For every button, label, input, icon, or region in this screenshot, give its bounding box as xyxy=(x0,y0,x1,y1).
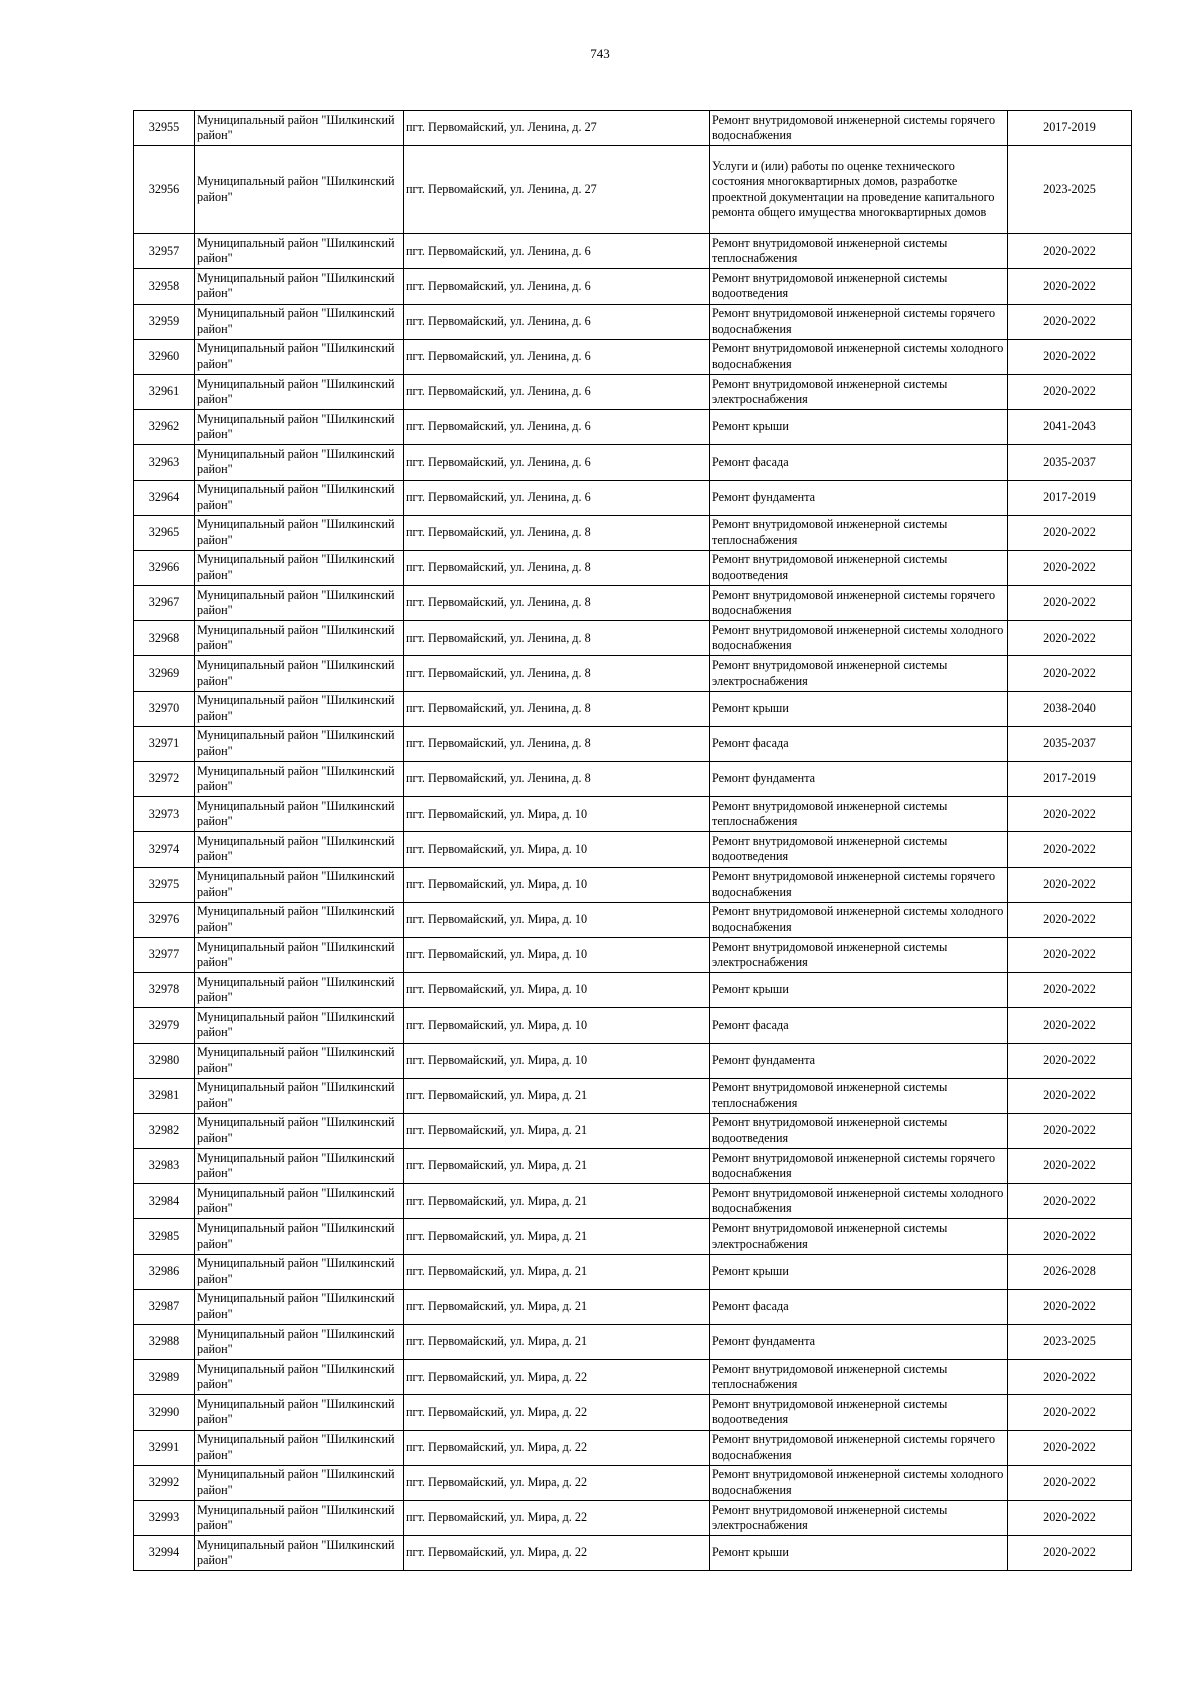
municipality-cell: Муниципальный район "Шилкинский район" xyxy=(195,304,404,339)
period-cell: 2020-2022 xyxy=(1008,1536,1132,1571)
row-id-cell: 32991 xyxy=(134,1430,195,1465)
municipality-cell: Муниципальный район "Шилкинский район" xyxy=(195,234,404,269)
period-cell: 2023-2025 xyxy=(1008,146,1132,234)
work-type-cell: Ремонт внутридомовой инженерной системы водоотведения xyxy=(710,832,1008,867)
address-cell: пгт. Первомайский, ул. Мира, д. 10 xyxy=(404,1008,710,1043)
period-cell: 2038-2040 xyxy=(1008,691,1132,726)
work-type-cell: Ремонт внутридомовой инженерной системы горячего водоснабжения xyxy=(710,111,1008,146)
address-cell: пгт. Первомайский, ул. Мира, д. 10 xyxy=(404,973,710,1008)
municipality-cell: Муниципальный район "Шилкинский район" xyxy=(195,762,404,797)
row-id-cell: 32989 xyxy=(134,1360,195,1395)
table-row xyxy=(134,1254,1132,1289)
municipality-cell: Муниципальный район "Шилкинский район" xyxy=(195,832,404,867)
work-type-cell: Ремонт крыши xyxy=(710,691,1008,726)
work-type-cell: Ремонт фасада xyxy=(710,445,1008,480)
address-cell: пгт. Первомайский, ул. Ленина, д. 8 xyxy=(404,691,710,726)
municipality-cell: Муниципальный район "Шилкинский район" xyxy=(195,1289,404,1324)
table-row xyxy=(134,691,1132,726)
work-type-cell: Ремонт внутридомовой инженерной системы теплоснабжения xyxy=(710,1360,1008,1395)
municipality-cell: Муниципальный район "Шилкинский район" xyxy=(195,146,404,234)
row-id-cell: 32963 xyxy=(134,445,195,480)
municipality-cell: Муниципальный район "Шилкинский район" xyxy=(195,515,404,550)
municipality-cell: Муниципальный район "Шилкинский район" xyxy=(195,1465,404,1500)
row-id-cell: 32979 xyxy=(134,1008,195,1043)
row-id-cell: 32974 xyxy=(134,832,195,867)
work-type-cell: Ремонт внутридомовой инженерной системы электроснабжения xyxy=(710,1219,1008,1254)
period-cell: 2020-2022 xyxy=(1008,1043,1132,1078)
work-type-cell: Ремонт крыши xyxy=(710,410,1008,445)
municipality-cell: Муниципальный район "Шилкинский район" xyxy=(195,1254,404,1289)
row-id-cell: 32958 xyxy=(134,269,195,304)
table-row xyxy=(134,1113,1132,1148)
address-cell: пгт. Первомайский, ул. Ленина, д. 6 xyxy=(404,339,710,374)
table-row xyxy=(134,1465,1132,1500)
municipality-cell: Муниципальный район "Шилкинский район" xyxy=(195,1043,404,1078)
table-body xyxy=(134,111,1132,1571)
municipality-cell: Муниципальный район "Шилкинский район" xyxy=(195,1184,404,1219)
address-cell: пгт. Первомайский, ул. Ленина, д. 6 xyxy=(404,234,710,269)
municipality-cell: Муниципальный район "Шилкинский район" xyxy=(195,937,404,972)
address-cell: пгт. Первомайский, ул. Мира, д. 22 xyxy=(404,1360,710,1395)
table-row xyxy=(134,762,1132,797)
address-cell: пгт. Первомайский, ул. Мира, д. 10 xyxy=(404,937,710,972)
table-row xyxy=(134,832,1132,867)
address-cell: пгт. Первомайский, ул. Мира, д. 21 xyxy=(404,1289,710,1324)
work-type-cell: Ремонт внутридомовой инженерной системы электроснабжения xyxy=(710,937,1008,972)
repair-schedule-table xyxy=(133,110,1132,1571)
work-type-cell: Ремонт фасада xyxy=(710,1008,1008,1043)
address-cell: пгт. Первомайский, ул. Мира, д. 22 xyxy=(404,1465,710,1500)
row-id-cell: 32977 xyxy=(134,937,195,972)
address-cell: пгт. Первомайский, ул. Мира, д. 21 xyxy=(404,1254,710,1289)
period-cell: 2020-2022 xyxy=(1008,1500,1132,1535)
municipality-cell: Муниципальный район "Шилкинский район" xyxy=(195,1008,404,1043)
address-cell: пгт. Первомайский, ул. Ленина, д. 6 xyxy=(404,480,710,515)
table-row xyxy=(134,797,1132,832)
work-type-cell: Ремонт внутридомовой инженерной системы теплоснабжения xyxy=(710,515,1008,550)
period-cell: 2020-2022 xyxy=(1008,374,1132,409)
period-cell: 2041-2043 xyxy=(1008,410,1132,445)
table-row xyxy=(134,480,1132,515)
period-cell: 2020-2022 xyxy=(1008,1008,1132,1043)
table-row xyxy=(134,234,1132,269)
address-cell: пгт. Первомайский, ул. Ленина, д. 8 xyxy=(404,515,710,550)
work-type-cell: Ремонт фундамента xyxy=(710,480,1008,515)
period-cell: 2020-2022 xyxy=(1008,1078,1132,1113)
table-row xyxy=(134,374,1132,409)
work-type-cell: Ремонт внутридомовой инженерной системы электроснабжения xyxy=(710,374,1008,409)
table-row xyxy=(134,1149,1132,1184)
period-cell: 2023-2025 xyxy=(1008,1325,1132,1360)
period-cell: 2017-2019 xyxy=(1008,480,1132,515)
address-cell: пгт. Первомайский, ул. Ленина, д. 6 xyxy=(404,269,710,304)
work-type-cell: Ремонт фасада xyxy=(710,1289,1008,1324)
period-cell: 2020-2022 xyxy=(1008,550,1132,585)
address-cell: пгт. Первомайский, ул. Ленина, д. 6 xyxy=(404,445,710,480)
address-cell: пгт. Первомайский, ул. Мира, д. 10 xyxy=(404,902,710,937)
work-type-cell: Ремонт внутридомовой инженерной системы холодного водоснабжения xyxy=(710,1184,1008,1219)
table-row xyxy=(134,111,1132,146)
period-cell: 2020-2022 xyxy=(1008,867,1132,902)
address-cell: пгт. Первомайский, ул. Мира, д. 21 xyxy=(404,1325,710,1360)
table-row xyxy=(134,515,1132,550)
row-id-cell: 32975 xyxy=(134,867,195,902)
address-cell: пгт. Первомайский, ул. Ленина, д. 8 xyxy=(404,621,710,656)
row-id-cell: 32956 xyxy=(134,146,195,234)
municipality-cell: Муниципальный район "Шилкинский район" xyxy=(195,1430,404,1465)
period-cell: 2020-2022 xyxy=(1008,1219,1132,1254)
period-cell: 2020-2022 xyxy=(1008,621,1132,656)
address-cell: пгт. Первомайский, ул. Ленина, д. 8 xyxy=(404,586,710,621)
work-type-cell: Ремонт крыши xyxy=(710,1536,1008,1571)
municipality-cell: Муниципальный район "Шилкинский район" xyxy=(195,445,404,480)
row-id-cell: 32992 xyxy=(134,1465,195,1500)
period-cell: 2020-2022 xyxy=(1008,797,1132,832)
period-cell: 2020-2022 xyxy=(1008,973,1132,1008)
period-cell: 2020-2022 xyxy=(1008,269,1132,304)
row-id-cell: 32971 xyxy=(134,726,195,761)
work-type-cell: Ремонт внутридомовой инженерной системы горячего водоснабжения xyxy=(710,867,1008,902)
address-cell: пгт. Первомайский, ул. Мира, д. 21 xyxy=(404,1184,710,1219)
address-cell: пгт. Первомайский, ул. Ленина, д. 27 xyxy=(404,146,710,234)
work-type-cell: Ремонт внутридомовой инженерной системы холодного водоснабжения xyxy=(710,1465,1008,1500)
work-type-cell: Ремонт крыши xyxy=(710,973,1008,1008)
table-row xyxy=(134,902,1132,937)
municipality-cell: Муниципальный район "Шилкинский район" xyxy=(195,1078,404,1113)
address-cell: пгт. Первомайский, ул. Мира, д. 22 xyxy=(404,1430,710,1465)
table-row xyxy=(134,1008,1132,1043)
municipality-cell: Муниципальный район "Шилкинский район" xyxy=(195,1219,404,1254)
work-type-cell: Ремонт внутридомовой инженерной системы холодного водоснабжения xyxy=(710,902,1008,937)
table-row xyxy=(134,550,1132,585)
row-id-cell: 32986 xyxy=(134,1254,195,1289)
address-cell: пгт. Первомайский, ул. Ленина, д. 6 xyxy=(404,304,710,339)
municipality-cell: Муниципальный район "Шилкинский район" xyxy=(195,550,404,585)
table-row xyxy=(134,1289,1132,1324)
work-type-cell: Ремонт внутридомовой инженерной системы горячего водоснабжения xyxy=(710,586,1008,621)
period-cell: 2020-2022 xyxy=(1008,586,1132,621)
address-cell: пгт. Первомайский, ул. Мира, д. 22 xyxy=(404,1500,710,1535)
row-id-cell: 32966 xyxy=(134,550,195,585)
address-cell: пгт. Первомайский, ул. Мира, д. 10 xyxy=(404,832,710,867)
row-id-cell: 32962 xyxy=(134,410,195,445)
row-id-cell: 32985 xyxy=(134,1219,195,1254)
row-id-cell: 32976 xyxy=(134,902,195,937)
row-id-cell: 32972 xyxy=(134,762,195,797)
period-cell: 2020-2022 xyxy=(1008,1149,1132,1184)
work-type-cell: Ремонт внутридомовой инженерной системы водоотведения xyxy=(710,550,1008,585)
work-type-cell: Ремонт внутридомовой инженерной системы горячего водоснабжения xyxy=(710,1149,1008,1184)
table-row xyxy=(134,726,1132,761)
table-row xyxy=(134,1325,1132,1360)
address-cell: пгт. Первомайский, ул. Ленина, д. 8 xyxy=(404,550,710,585)
table-row xyxy=(134,1536,1132,1571)
table-row xyxy=(134,621,1132,656)
work-type-cell: Ремонт фасада xyxy=(710,726,1008,761)
address-cell: пгт. Первомайский, ул. Ленина, д. 8 xyxy=(404,726,710,761)
table-row xyxy=(134,1184,1132,1219)
work-type-cell: Ремонт внутридомовой инженерной системы водоотведения xyxy=(710,269,1008,304)
row-id-cell: 32959 xyxy=(134,304,195,339)
row-id-cell: 32957 xyxy=(134,234,195,269)
period-cell: 2035-2037 xyxy=(1008,726,1132,761)
period-cell: 2020-2022 xyxy=(1008,1184,1132,1219)
row-id-cell: 32982 xyxy=(134,1113,195,1148)
municipality-cell: Муниципальный район "Шилкинский район" xyxy=(195,269,404,304)
address-cell: пгт. Первомайский, ул. Мира, д. 21 xyxy=(404,1078,710,1113)
work-type-cell: Ремонт внутридомовой инженерной системы горячего водоснабжения xyxy=(710,304,1008,339)
row-id-cell: 32978 xyxy=(134,973,195,1008)
table-row xyxy=(134,304,1132,339)
address-cell: пгт. Первомайский, ул. Мира, д. 10 xyxy=(404,1043,710,1078)
period-cell: 2020-2022 xyxy=(1008,656,1132,691)
period-cell: 2020-2022 xyxy=(1008,1395,1132,1430)
work-type-cell: Ремонт внутридомовой инженерной системы водоотведения xyxy=(710,1395,1008,1430)
row-id-cell: 32969 xyxy=(134,656,195,691)
address-cell: пгт. Первомайский, ул. Ленина, д. 8 xyxy=(404,762,710,797)
address-cell: пгт. Первомайский, ул. Мира, д. 10 xyxy=(404,867,710,902)
municipality-cell: Муниципальный район "Шилкинский район" xyxy=(195,797,404,832)
municipality-cell: Муниципальный район "Шилкинский район" xyxy=(195,1395,404,1430)
table-row xyxy=(134,445,1132,480)
table-row xyxy=(134,146,1132,234)
period-cell: 2020-2022 xyxy=(1008,304,1132,339)
period-cell: 2035-2037 xyxy=(1008,445,1132,480)
table-row xyxy=(134,410,1132,445)
period-cell: 2020-2022 xyxy=(1008,515,1132,550)
work-type-cell: Услуги и (или) работы по оценке технического состояния многоквартирных домов, разработке проектной документации на проведение капитального ремонта общего имущества многоквартирных домов xyxy=(710,146,1008,234)
municipality-cell: Муниципальный район "Шилкинский район" xyxy=(195,586,404,621)
municipality-cell: Муниципальный район "Шилкинский район" xyxy=(195,867,404,902)
row-id-cell: 32961 xyxy=(134,374,195,409)
municipality-cell: Муниципальный район "Шилкинский район" xyxy=(195,410,404,445)
address-cell: пгт. Первомайский, ул. Мира, д. 22 xyxy=(404,1395,710,1430)
row-id-cell: 32990 xyxy=(134,1395,195,1430)
municipality-cell: Муниципальный район "Шилкинский район" xyxy=(195,1325,404,1360)
address-cell: пгт. Первомайский, ул. Ленина, д. 6 xyxy=(404,410,710,445)
municipality-cell: Муниципальный район "Шилкинский район" xyxy=(195,480,404,515)
municipality-cell: Муниципальный район "Шилкинский район" xyxy=(195,339,404,374)
period-cell: 2020-2022 xyxy=(1008,1465,1132,1500)
municipality-cell: Муниципальный район "Шилкинский район" xyxy=(195,902,404,937)
work-type-cell: Ремонт внутридомовой инженерной системы холодного водоснабжения xyxy=(710,339,1008,374)
work-type-cell: Ремонт фундамента xyxy=(710,762,1008,797)
table-row xyxy=(134,269,1132,304)
table-row xyxy=(134,1500,1132,1535)
row-id-cell: 32965 xyxy=(134,515,195,550)
address-cell: пгт. Первомайский, ул. Мира, д. 10 xyxy=(404,797,710,832)
period-cell: 2017-2019 xyxy=(1008,762,1132,797)
address-cell: пгт. Первомайский, ул. Мира, д. 21 xyxy=(404,1113,710,1148)
municipality-cell: Муниципальный район "Шилкинский район" xyxy=(195,1113,404,1148)
work-type-cell: Ремонт внутридомовой инженерной системы теплоснабжения xyxy=(710,234,1008,269)
table-row xyxy=(134,1078,1132,1113)
table-row xyxy=(134,937,1132,972)
work-type-cell: Ремонт фундамента xyxy=(710,1043,1008,1078)
work-type-cell: Ремонт внутридомовой инженерной системы холодного водоснабжения xyxy=(710,621,1008,656)
row-id-cell: 32988 xyxy=(134,1325,195,1360)
table-row xyxy=(134,656,1132,691)
municipality-cell: Муниципальный район "Шилкинский район" xyxy=(195,726,404,761)
municipality-cell: Муниципальный район "Шилкинский район" xyxy=(195,656,404,691)
address-cell: пгт. Первомайский, ул. Мира, д. 22 xyxy=(404,1536,710,1571)
row-id-cell: 32983 xyxy=(134,1149,195,1184)
work-type-cell: Ремонт внутридомовой инженерной системы водоотведения xyxy=(710,1113,1008,1148)
work-type-cell: Ремонт внутридомовой инженерной системы электроснабжения xyxy=(710,656,1008,691)
row-id-cell: 32960 xyxy=(134,339,195,374)
period-cell: 2020-2022 xyxy=(1008,1430,1132,1465)
period-cell: 2017-2019 xyxy=(1008,111,1132,146)
work-type-cell: Ремонт внутридомовой инженерной системы теплоснабжения xyxy=(710,1078,1008,1113)
municipality-cell: Муниципальный район "Шилкинский район" xyxy=(195,621,404,656)
period-cell: 2020-2022 xyxy=(1008,1360,1132,1395)
period-cell: 2020-2022 xyxy=(1008,832,1132,867)
row-id-cell: 32970 xyxy=(134,691,195,726)
row-id-cell: 32980 xyxy=(134,1043,195,1078)
table-row xyxy=(134,1043,1132,1078)
municipality-cell: Муниципальный район "Шилкинский район" xyxy=(195,111,404,146)
period-cell: 2020-2022 xyxy=(1008,937,1132,972)
work-type-cell: Ремонт внутридомовой инженерной системы электроснабжения xyxy=(710,1500,1008,1535)
municipality-cell: Муниципальный район "Шилкинский район" xyxy=(195,1360,404,1395)
table-row xyxy=(134,973,1132,1008)
row-id-cell: 32981 xyxy=(134,1078,195,1113)
address-cell: пгт. Первомайский, ул. Ленина, д. 27 xyxy=(404,111,710,146)
period-cell: 2020-2022 xyxy=(1008,1289,1132,1324)
table-row xyxy=(134,1395,1132,1430)
table-row xyxy=(134,1219,1132,1254)
page-number: 743 xyxy=(590,46,610,61)
municipality-cell: Муниципальный район "Шилкинский район" xyxy=(195,1500,404,1535)
municipality-cell: Муниципальный район "Шилкинский район" xyxy=(195,691,404,726)
row-id-cell: 32967 xyxy=(134,586,195,621)
table-row xyxy=(134,586,1132,621)
work-type-cell: Ремонт крыши xyxy=(710,1254,1008,1289)
period-cell: 2020-2022 xyxy=(1008,902,1132,937)
row-id-cell: 32968 xyxy=(134,621,195,656)
address-cell: пгт. Первомайский, ул. Мира, д. 21 xyxy=(404,1149,710,1184)
row-id-cell: 32973 xyxy=(134,797,195,832)
work-type-cell: Ремонт фундамента xyxy=(710,1325,1008,1360)
table-row xyxy=(134,1360,1132,1395)
row-id-cell: 32964 xyxy=(134,480,195,515)
municipality-cell: Муниципальный район "Шилкинский район" xyxy=(195,1149,404,1184)
table-row xyxy=(134,867,1132,902)
work-type-cell: Ремонт внутридомовой инженерной системы теплоснабжения xyxy=(710,797,1008,832)
row-id-cell: 32994 xyxy=(134,1536,195,1571)
row-id-cell: 32993 xyxy=(134,1500,195,1535)
municipality-cell: Муниципальный район "Шилкинский район" xyxy=(195,374,404,409)
period-cell: 2026-2028 xyxy=(1008,1254,1132,1289)
table-row xyxy=(134,1430,1132,1465)
row-id-cell: 32984 xyxy=(134,1184,195,1219)
period-cell: 2020-2022 xyxy=(1008,339,1132,374)
municipality-cell: Муниципальный район "Шилкинский район" xyxy=(195,973,404,1008)
municipality-cell: Муниципальный район "Шилкинский район" xyxy=(195,1536,404,1571)
address-cell: пгт. Первомайский, ул. Ленина, д. 8 xyxy=(404,656,710,691)
address-cell: пгт. Первомайский, ул. Ленина, д. 6 xyxy=(404,374,710,409)
period-cell: 2020-2022 xyxy=(1008,1113,1132,1148)
address-cell: пгт. Первомайский, ул. Мира, д. 21 xyxy=(404,1219,710,1254)
period-cell: 2020-2022 xyxy=(1008,234,1132,269)
row-id-cell: 32955 xyxy=(134,111,195,146)
table-row xyxy=(134,339,1132,374)
work-type-cell: Ремонт внутридомовой инженерной системы горячего водоснабжения xyxy=(710,1430,1008,1465)
row-id-cell: 32987 xyxy=(134,1289,195,1324)
